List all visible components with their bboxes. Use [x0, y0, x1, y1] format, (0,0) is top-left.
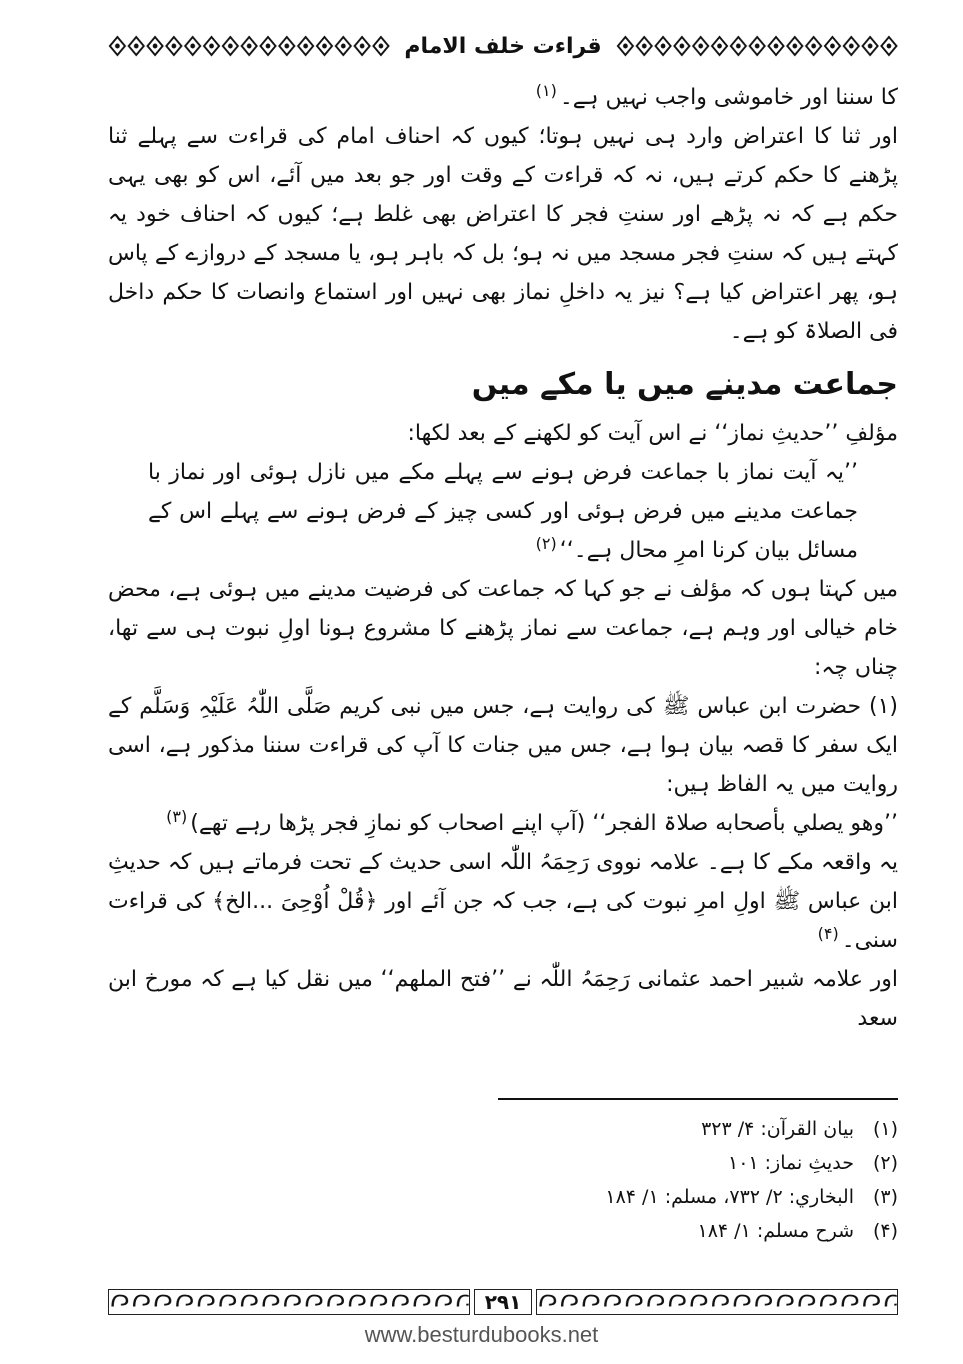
header-ornament-right	[616, 35, 898, 57]
website-watermark: www.besturdubooks.net	[364, 1322, 599, 1347]
paragraph: میں کہتا ہوں کہ مؤلف نے جو کہا کہ جماعت کی فرضیت مدینے میں ہوئی ہے، محض خام خیالی اور وہم ہے، جماعت سے نماز پڑھنے کا مشروع ہونا اولِ نبوت ہی سے تھا، چناں چہ:	[108, 577, 898, 680]
section-heading: جماعت مدینے میں یا مکے میں	[471, 367, 898, 402]
footnote-divider	[498, 1098, 898, 1100]
reference-mark: (۴)	[817, 923, 839, 943]
paragraph: مؤلفِ ’’حدیثِ نماز‘‘ نے اس آیت کو لکھنے کے بعد لکھا:	[407, 421, 898, 446]
footer-ornament-left	[108, 1289, 470, 1315]
header-ornament-left	[108, 35, 390, 57]
footnote: (۳) البخاري: ۲/ ۷۳۲، مسلم: ۱/ ۱۸۴	[605, 1186, 898, 1208]
quotation: ’’یہ آیت نماز با جماعت فرض ہونے سے پہلے مکے میں نازل ہوئی اور نماز با جماعت مدینے میں فرض ہوئی اور کسی چیز کے فرض ہونے سے پہلے اس کے مسائل بیان کرنا امرِ محال ہے۔‘‘$^{(۲)}$	[148, 460, 858, 563]
page-footer	[108, 1288, 898, 1316]
footnote: (۲) حدیثِ نماز: ۱۰۱	[727, 1152, 898, 1174]
page-header	[108, 28, 898, 64]
header-title: قراءت خلف الامام	[404, 33, 602, 59]
reference-mark: (۱)	[535, 80, 557, 100]
footnotes	[108, 1112, 898, 1248]
paragraph: کا سننا اور خاموشی واجب نہیں ہے۔$^{(۱)}$	[108, 78, 898, 117]
paragraph: ’’وھو یصلي بأصحابه صلاۃ الفجر‘‘ (آپ اپنے اصحاب کو نمازِ فجر پڑھا رہے تھے)$^{(۳)}$	[108, 804, 898, 843]
paragraph: اور علامہ شبیر احمد عثمانی رَحِمَہُ اللّٰہ نے ’’فتح الملهم‘‘ میں نقل کیا ہے کہ مورخ ابن سعد	[108, 967, 898, 1031]
footer-ornament-right	[536, 1289, 898, 1315]
paragraph: اور ثنا کا اعتراض وارد ہی نہیں ہوتا؛ کیوں کہ احناف امام کی قراءت سے پہلے ثنا پڑھنے کا حکم کرتے ہیں، نہ کہ قراءت کے وقت اور جو بعد میں آئے، اس کو بھی یہی حکم ہے کہ نہ پڑھے اور سنتِ فجر کا اعتراض بھی غلط ہے؛ کیوں کہ احناف خود یہ کہتے ہیں کہ سنتِ فجر مسجد میں نہ ہو؛ بل کہ باہر ہو، یا مسجد کے دروازے کے پاس ہو، پھر اعتراض کیا ہے؟ نیز یہ داخلِ نماز بھی نہیں اور استماع وانصات کا حکم داخل فی الصلاۃ کو ہے۔	[108, 124, 898, 344]
paragraph: یہ واقعہ مکے کا ہے۔ علامہ نووی رَحِمَہُ اللّٰہ اسی حدیث کے تحت فرماتے ہیں کہ حدیثِ ابن عباس ﷺ اولِ امرِ نبوت کی ہے، جب کہ جن آئے اور ﴿قُلْ اُوْحِیَ ...الخ﴾ کی قراءت سنی۔$^{(۴)}$	[108, 850, 898, 953]
footnote: (۴) شرح مسلم: ۱/ ۱۸۴	[697, 1220, 898, 1242]
page-number: ۲۹۱	[474, 1289, 533, 1315]
reference-mark: (۳)	[166, 806, 188, 826]
reference-mark: (۲)	[535, 533, 557, 553]
body-text	[108, 78, 898, 1038]
footnote: (۱) بیان القرآن: ۴/ ۳۲۳	[701, 1118, 898, 1140]
paragraph: (۱) حضرت ابن عباس ﷺ کی روایت ہے، جس میں نبی کریم صَلَّی اللّٰہُ عَلَیْہِ وَسَلَّم کے ایک سفر کا قصہ بیان ہوا ہے، جس میں جنات کا آپ کی قراءت سننا مذکور ہے، اسی روایت میں یہ الفاظ ہیں:	[108, 694, 898, 797]
